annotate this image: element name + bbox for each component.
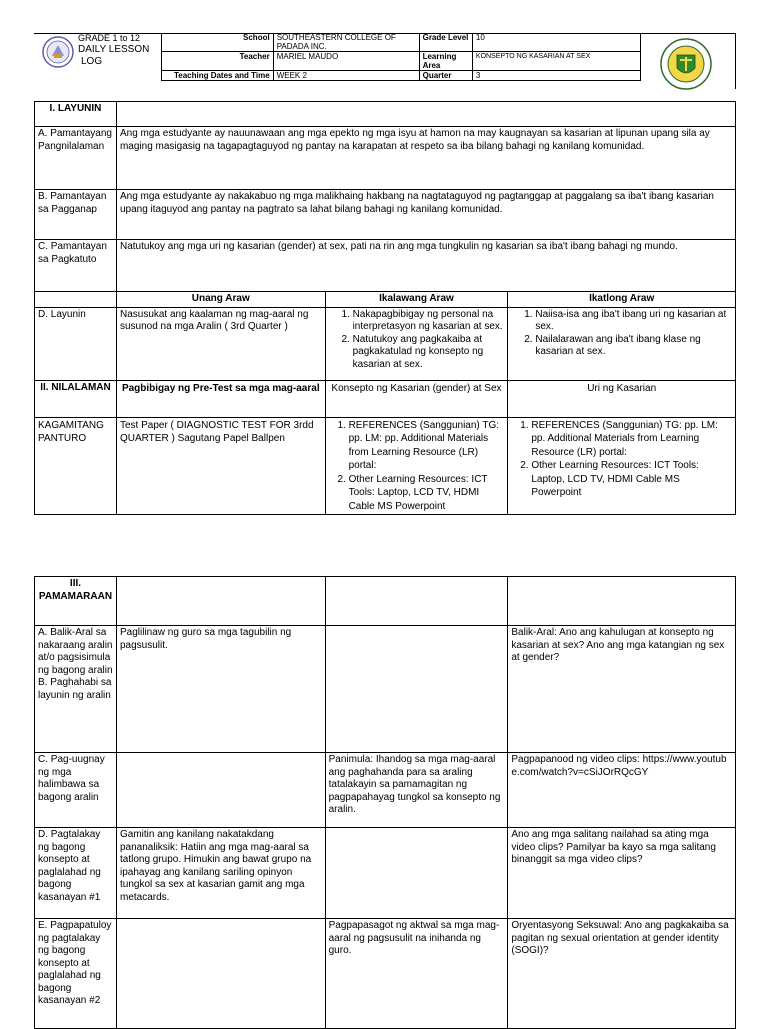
row-d-label: D. Pagtalakay ng bagong konsepto at paglalahad ng bagong kasanayan #1 (35, 828, 117, 919)
dates-value: WEEK 2 (273, 71, 419, 81)
pamamaraan-blank-3 (508, 577, 736, 626)
row-c-label: C. Pag-uugnay ng mga halimbawa sa bagong aralin (35, 753, 117, 828)
layunin-title: I. LAYUNIN (35, 102, 117, 127)
list-item: 1. REFERENCES (Sanggunian) TG: pp. LM: pp. Additional Materials from Learning Resource (LR) portal: (349, 419, 505, 473)
header-info-table (161, 33, 641, 81)
pamantayang-pangnilalaman-label: A. Pamantayang Pangnilalaman (35, 127, 117, 190)
quarter-value: 3 (472, 71, 640, 81)
list-item: 2. Natutukoy ang pagkakaiba at pagkakatulad ng konsepto ng kasarian at sex. (353, 334, 505, 372)
pamantayan-sa-pagganap-text: Ang mga estudyante ay nakakabuo ng mga malikhaing hakbang na nagtataguyod ng pagtanggap at paggalang sa iba't ibang kasarian upang itaguyod ang pantay na pagtrato sa lahat bilang bahagi ng kanilang komunidad. (116, 190, 735, 240)
pamantayan-sa-pagkatuto-label: C. Pamantayan sa Pagkatuto (35, 240, 117, 292)
pamamaraan-table (34, 576, 736, 1029)
row-d-day1: Gamitin ang kanilang nakatakdang pananaliksik: Hatiin ang mga mag-aaral sa tatlong grupo. Himukin ang bawat grupo na ipahayag ang kanilang sariling opinyon tungkol sa sex at kasarian gamit ang mga metacards. (116, 828, 325, 919)
row-d-day2 (325, 828, 508, 919)
list-item: 2. Nailalarawan ang iba't ibang klase ng kasarian at sex. (535, 334, 732, 359)
kagamitang-day2 (325, 417, 508, 515)
row-e-label: E. Pagpapatuloy ng pagtalakay ng bagong konsepto at paglalahad ng bagong kasanayan #2 (35, 919, 117, 1029)
pamamaraan-blank-2 (325, 577, 508, 626)
grade-range-text: GRADE 1 to 12 (78, 33, 141, 43)
deped-seal-icon (42, 36, 74, 68)
row-e-day3: Oryentasyong Seksuwal: Ano ang pagkakaiba sa pagitan ng sexual orientation at gender identity (SOGI)? (508, 919, 736, 1029)
day-header-2: Ikalawang Araw (325, 292, 508, 308)
kagamitang-label: KAGAMITANG PANTURO (35, 417, 117, 515)
table-row (35, 919, 736, 1029)
learning-area-value: KONSEPTO NG KASARIAN AT SEX (472, 52, 640, 71)
d-layunin-day1: Nasusukat ang kaalaman ng mag-aaral ng susunod na mga Aralin ( 3rd Quarter ) (116, 307, 325, 380)
list-item: 1. Nakapagbibigay ng personal na interpretasyon ng kasarian at sex. (353, 309, 505, 334)
nilalaman-day2: Konsepto ng Kasarian (gender) at Sex (325, 380, 508, 417)
row-e-day1 (116, 919, 325, 1029)
school-seal-icon (660, 38, 712, 90)
table-row (35, 626, 736, 753)
teacher-label: Teacher (162, 52, 274, 71)
kagamitang-day3 (508, 417, 736, 515)
school-value: SOUTHEASTERN COLLEGE OF PADADA INC. (273, 33, 419, 52)
row-a-day1: Paglilinaw ng guro sa mga tagubilin ng pagsusulit. (116, 626, 325, 753)
table-row (35, 828, 736, 919)
nilalaman-day3: Uri ng Kasarian (508, 380, 736, 417)
school-label: School (162, 33, 274, 52)
quarter-label: Quarter (419, 71, 472, 81)
learning-area-label: Learning Area (419, 52, 472, 71)
d-layunin-day3 (508, 307, 736, 380)
nilalaman-label: II. NILALAMAN (35, 380, 117, 417)
row-e-day2: Pagpapasagot ng aktwal sa mga mag- aaral ng pagsusulit na inihanda ng guro. (325, 919, 508, 1029)
row-c-day3: Pagpapanood ng video clips: https://www.youtube.com/watch?v=cSiJOrRQcGY (508, 753, 736, 828)
pamantayang-pangnilalaman-text: Ang mga estudyante ay nauunawaan ang mga epekto ng mga isyu at hamon na may kaugnayan sa kasarian at lipunan upang sila ay maging masigasig na tagapagtaguyod ng pantay na karapatan at respeto sa iba bilang bahagi ng kanilang komunidad. (116, 127, 735, 190)
table-row (35, 753, 736, 828)
row-c-day2: Panimula: Ihandog sa mga mag-aaral ang paghahanda para sa araling tatalakayin sa pamamagitan ng pagpapahayag tungkol sa konsepto ng aralin. (325, 753, 508, 828)
layunin-title-blank (116, 102, 735, 127)
log-text: LOG (81, 56, 103, 67)
pamamaraan-blank-1 (116, 577, 325, 626)
list-item: 1. Naiisa-isa ang iba't ibang uri ng kasarian at sex. (535, 309, 732, 334)
dates-label: Teaching Dates and Time (162, 71, 274, 81)
list-item: 2. Other Learning Resources: ICT Tools: Laptop, LCD TV, HDMI Cable MS Powerpoint (349, 473, 505, 514)
day-header-1: Unang Araw (116, 292, 325, 308)
pamantayan-sa-pagganap-label: B. Pamantayan sa Pagganap (35, 190, 117, 240)
row-a-day3: Balik-Aral: Ano ang kahulugan at konsepto ng kasarian at sex? Ano ang mga katangian ng sex at gender? (508, 626, 736, 753)
layunin-table (34, 101, 736, 515)
pamamaraan-title: III. PAMAMARAAN (35, 577, 117, 626)
nilalaman-day1: Pagbibigay ng Pre-Test sa mga mag-aaral (116, 380, 325, 417)
row-a-day2 (325, 626, 508, 753)
grade-level-label: Grade Level (419, 33, 472, 52)
teacher-value: MARIEL MAUDO (273, 52, 419, 71)
list-item: 2. Other Learning Resources: ICT Tools: Laptop, LCD TV, HDMI Cable MS Powerpoint (531, 459, 732, 500)
day-header-blank (35, 292, 117, 308)
row-a-label: A. Balik-Aral sa nakaraang aralin at/o pagsisimula ng bagong aralin B. Paghahabi sa layunin ng aralin (35, 626, 117, 753)
day-header-3: Ikatlong Araw (508, 292, 736, 308)
row-c-day1 (116, 753, 325, 828)
daily-lesson-text: DAILY LESSON (78, 44, 150, 55)
kagamitang-day1: Test Paper ( DIAGNOSTIC TEST FOR 3rdd QUARTER ) Sagutang Papel Ballpen (116, 417, 325, 515)
list-item: 1. REFERENCES (Sanggunian) TG: pp. LM: pp. Additional Materials from Learning Resource (LR) portal: (531, 419, 732, 460)
d-layunin-day2 (325, 307, 508, 380)
grade-level-value: 10 (472, 33, 640, 52)
row-d-day3: Ano ang mga salitang nailahad sa ating mga video clips? Pamilyar ba kayo sa mga salitang binanggit sa mga video clips? (508, 828, 736, 919)
d-layunin-label: D. Layunin (35, 307, 117, 380)
pamantayan-sa-pagkatuto-text: Natutukoy ang mga uri ng kasarian (gender) at sex, pati na rin ang mga tungkulin ng kasarian sa iba't ibang bahagi ng mundo. (116, 240, 735, 292)
